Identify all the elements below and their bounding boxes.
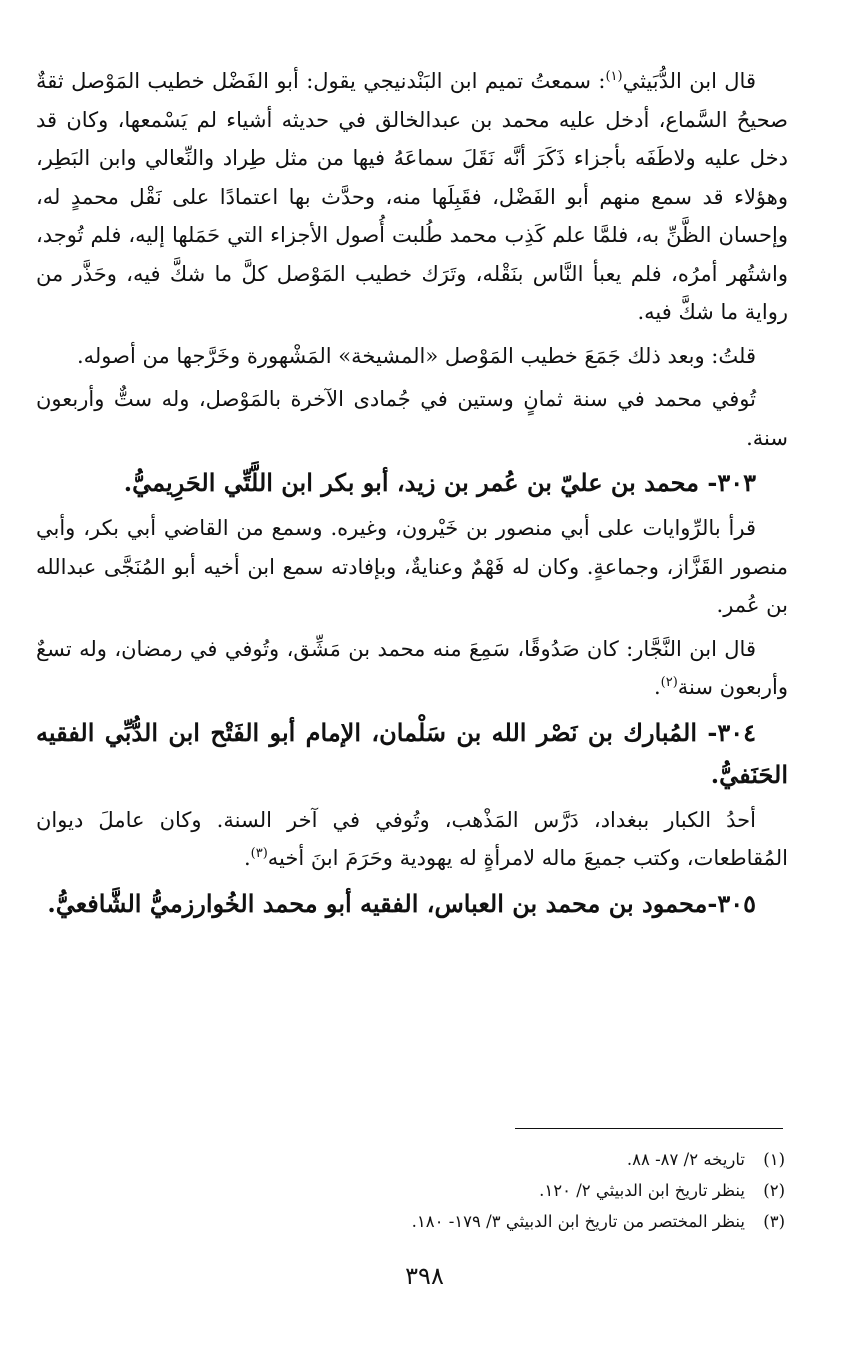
footnotes [65, 1144, 785, 1237]
footnote-text: ينظر المختصر من تاريخ ابن الدبيثي ٣/ ١٧٩- ١٨٠. [411, 1212, 745, 1231]
paragraph-1 [36, 62, 788, 332]
paragraph-6 [36, 801, 788, 878]
footnote-3 [65, 1206, 785, 1237]
footnote-marker-3: (٣) [250, 846, 268, 861]
entry-heading-305: ٣٠٥-محمود بن محمد بن العباس، الفقيه أبو محمد الخُوارزميُّ الشَّافعيُّ. [47, 888, 756, 918]
entry-heading-303: ٣٠٣- محمد بن عليّ بن عُمر بن زيد، أبو بكر ابن اللَّتِّي الحَرِيميُّ. [123, 468, 756, 497]
paragraph-1-text-b: : سمعتُ تميم ابن البَنْدنيجي يقول: أبو الفَضْل خطيب المَوْصل ثقةٌ صحيحُ السَّماع، أدخل عليه محمد بن عبدالخالق في حديثه أشياء لم يَسْمعها، وكان قد دخل عليه ولاطَفَه بأجزاء ذَكَرَ أنَّه نَقَلَ سماعَهُ فيها من مثل طِراد والنِّعالي وابن البَطِر، وهؤلاء قد سمع منهم أبو الفَضْل، فقَبِلَها منه، وحدَّث بها اعتمادًا على نَقْل محمدٍ له، وإحسان الظَّنِّ به، فلمَّا علم كَذِب محمد طُلبت أُصول الأجزاء التي حَمَلها إليه، فلم تُوجد، واشتُهر أمرُه، فلم يعبأ النَّاس بنَقْله، وتَرَك خطيب المَوْصل كلَّ ما شكَّ فيه، وحَذَّر من رواية ما شكَّ فيه. [36, 69, 789, 324]
footnote-text: تاريخه ٢/ ٨٧- ٨٨. [626, 1150, 745, 1169]
paragraph-4: قرأ بالرِّوايات على أبي منصور بن خَيْرون، وغيره. وسمع من القاضي أبي بكر، وأبي منصور القَزَّاز، وجماعةٍ. وكان له فَهْمٌ وعنايةٌ، وبإفادته سمع ابن أخيه أبو المُنَجَّى عبدالله بن عُمر. [36, 516, 788, 617]
footnote-number: (٢) [763, 1181, 785, 1200]
paragraph-6-text-a: أحدُ الكبار ببغداد، دَرَّس المَذْهب، وتُوفي في آخر السنة. وكان عاملَ ديوان المُقاطعات، وكتب جميعَ ماله لامرأةٍ له يهودية وحَرَمَ ابنَ أخيه [36, 807, 788, 870]
paragraph-2: قلتُ: وبعد ذلك جَمَعَ خطيب المَوْصل «المشيخة» المَشْهورة وخَرَّجها من أصوله. [76, 343, 756, 368]
footnote-number: (٣) [763, 1212, 785, 1231]
page-number: ٣٩٨ [405, 1262, 444, 1290]
footnote-divider [515, 1128, 783, 1129]
paragraph-3: تُوفي محمد في سنة ثمانٍ وستين في جُمادى الآخرة بالمَوْصل، وله ستٌّ وأربعون سنة. [36, 387, 788, 450]
paragraph-5 [36, 630, 788, 707]
footnote-marker-2: (٢) [660, 675, 678, 690]
page-body [36, 62, 788, 930]
footnote-marker-1: (١) [605, 69, 623, 84]
footnote-2 [65, 1175, 785, 1206]
paragraph-6-text-b: . [243, 846, 251, 870]
paragraph-5-text-b: . [653, 675, 661, 699]
footnote-text: ينظر تاريخ ابن الدبيثي ٢/ ١٢٠. [539, 1181, 745, 1200]
footnote-number: (١) [763, 1150, 785, 1169]
footnote-1 [65, 1144, 785, 1175]
paragraph-5-text-a: قال ابن النَّجَّار: كان صَدُوقًا، سَمِعَ منه محمد بن مَشِّق، وتُوفي في رمضان، وله تسعٌ وأربعون سنة [36, 636, 788, 699]
entry-heading-304: ٣٠٤- المُبارك بن نَصْر الله بن سَلْمان، الإمام أبو الفَتْح ابن الدُّبِّي الفقيه الحَنَفيُّ. [36, 717, 788, 789]
paragraph-1-text-a: قال ابن الدُّبَيثي [622, 69, 756, 93]
